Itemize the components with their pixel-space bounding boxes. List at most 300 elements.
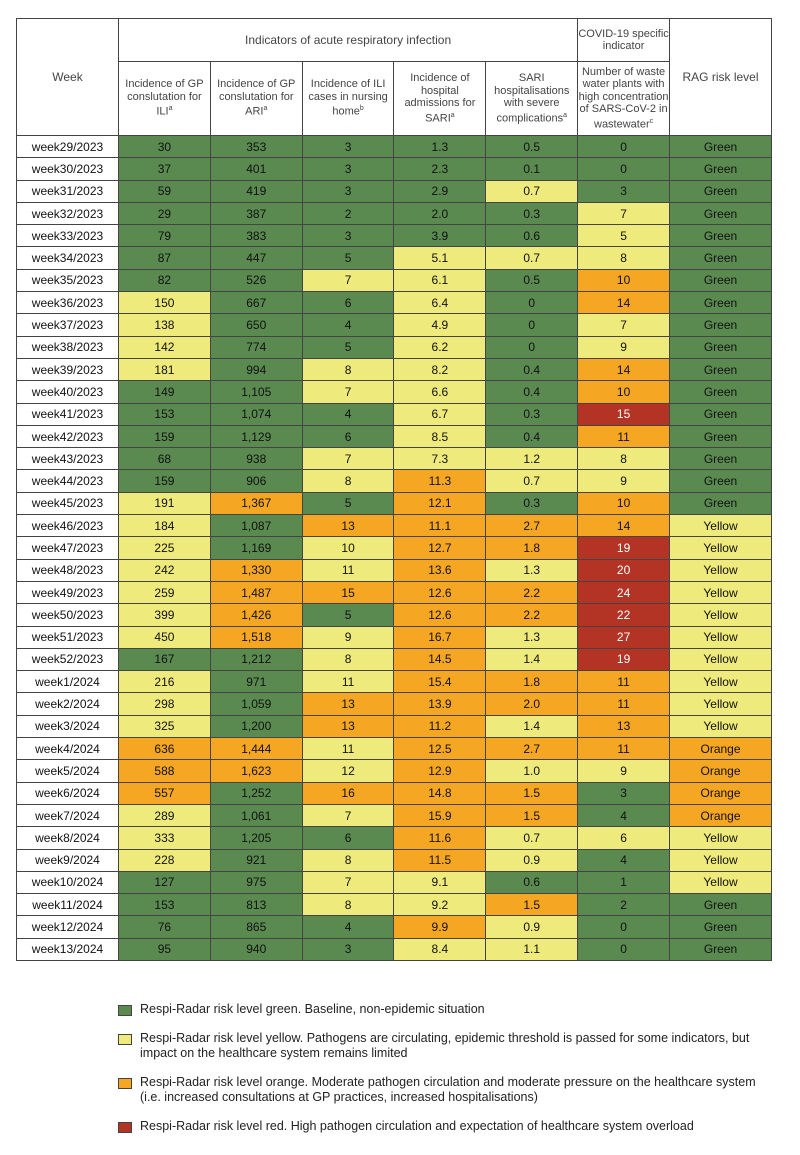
indicator-value-cell: 14 [578, 515, 670, 537]
rag-level-cell: Green [670, 381, 772, 403]
indicator-value-cell: 0 [578, 916, 670, 938]
rag-level-cell: Green [670, 136, 772, 158]
table-row [17, 715, 772, 737]
table-row [17, 202, 772, 224]
indicator-value-cell: 11 [302, 671, 394, 693]
indicator-header-1 [119, 62, 211, 136]
indicator-header-label: Number of waste water plants with high concentration of SARS-CoV-2 in wastewater [578, 65, 669, 131]
indicator-value-cell: 127 [119, 871, 211, 893]
indicator-value-cell: 0.3 [486, 492, 578, 514]
indicator-header-label: Incidence of hospital admissions for SARI [404, 72, 476, 125]
table-row [17, 247, 772, 269]
indicator-value-cell: 2.0 [486, 693, 578, 715]
table-row [17, 804, 772, 826]
indicator-value-cell: 7 [302, 269, 394, 291]
rag-level-cell: Yellow [670, 537, 772, 559]
table-row [17, 292, 772, 314]
indicator-value-cell: 1.2 [486, 448, 578, 470]
indicator-header-3 [302, 62, 394, 136]
indicator-value-cell: 20 [578, 559, 670, 581]
indicator-value-cell: 1,623 [210, 760, 302, 782]
week-cell: week39/2023 [17, 358, 119, 380]
indicator-header-label: Incidence of GP conslutation for ARI [217, 78, 296, 119]
indicator-value-cell: 29 [119, 202, 211, 224]
legend-item [118, 1002, 758, 1017]
week-cell: week3/2024 [17, 715, 119, 737]
footnote-marker: a [563, 111, 567, 119]
indicator-value-cell: 228 [119, 849, 211, 871]
indicator-header-6 [578, 62, 670, 136]
rag-level-cell: Green [670, 425, 772, 447]
indicator-value-cell: 9.9 [394, 916, 486, 938]
indicator-value-cell: 921 [210, 849, 302, 871]
indicator-value-cell: 5 [302, 336, 394, 358]
table-row [17, 604, 772, 626]
table-row [17, 849, 772, 871]
indicator-value-cell: 636 [119, 738, 211, 760]
indicator-value-cell: 14.8 [394, 782, 486, 804]
week-cell: week37/2023 [17, 314, 119, 336]
indicator-value-cell: 333 [119, 827, 211, 849]
table-row [17, 894, 772, 916]
indicator-value-cell: 13 [302, 715, 394, 737]
legend-item [118, 1031, 758, 1061]
table-row [17, 827, 772, 849]
indicator-value-cell: 7 [302, 804, 394, 826]
indicator-value-cell: 11 [578, 671, 670, 693]
indicator-value-cell: 14 [578, 358, 670, 380]
week-cell: week42/2023 [17, 425, 119, 447]
week-cell: week1/2024 [17, 671, 119, 693]
indicator-value-cell: 1,087 [210, 515, 302, 537]
table-row [17, 938, 772, 960]
indicator-value-cell: 1,426 [210, 604, 302, 626]
week-cell: week50/2023 [17, 604, 119, 626]
indicator-value-cell: 1.4 [486, 715, 578, 737]
footnote-marker: b [359, 105, 364, 113]
rag-level-cell: Green [670, 492, 772, 514]
indicator-value-cell: 8 [302, 358, 394, 380]
table-row [17, 425, 772, 447]
indicator-header-label: Incidence of GP conslutation for ILI [125, 78, 204, 119]
indicator-value-cell: 1,169 [210, 537, 302, 559]
week-cell: week46/2023 [17, 515, 119, 537]
week-cell: week33/2023 [17, 225, 119, 247]
indicator-value-cell: 4 [578, 849, 670, 871]
indicator-value-cell: 0.7 [486, 827, 578, 849]
indicator-value-cell: 10 [578, 492, 670, 514]
indicator-subheader-row [17, 62, 772, 136]
indicator-value-cell: 19 [578, 537, 670, 559]
indicator-value-cell: 11.1 [394, 515, 486, 537]
indicator-value-cell: 450 [119, 626, 211, 648]
rag-level-cell: Green [670, 916, 772, 938]
indicator-value-cell: 9 [578, 470, 670, 492]
indicator-value-cell: 0.5 [486, 136, 578, 158]
indicator-value-cell: 0.7 [486, 247, 578, 269]
indicator-value-cell: 0.9 [486, 916, 578, 938]
indicator-header-4 [394, 62, 486, 136]
week-cell: week38/2023 [17, 336, 119, 358]
indicator-value-cell: 11 [302, 559, 394, 581]
indicator-value-cell: 4 [302, 916, 394, 938]
indicator-value-cell: 975 [210, 871, 302, 893]
table-row [17, 492, 772, 514]
indicator-value-cell: 167 [119, 648, 211, 670]
indicator-value-cell: 8 [302, 470, 394, 492]
indicator-value-cell: 87 [119, 247, 211, 269]
indicator-value-cell: 10 [578, 269, 670, 291]
indicator-value-cell: 5 [578, 225, 670, 247]
rag-level-cell: Yellow [670, 871, 772, 893]
legend-text: Respi-Radar risk level yellow. Pathogens are circulating, epidemic threshold is passed for some indicators, but impact on the healthcare system remains limited [140, 1031, 750, 1060]
table-row [17, 671, 772, 693]
indicator-header-label: Incidence of ILI cases in nursing home [308, 78, 388, 119]
indicator-value-cell: 138 [119, 314, 211, 336]
table-row [17, 269, 772, 291]
indicator-value-cell: 0 [486, 292, 578, 314]
indicator-value-cell: 4 [302, 403, 394, 425]
table-row [17, 782, 772, 804]
rag-level-cell: Yellow [670, 648, 772, 670]
indicator-value-cell: 8 [578, 247, 670, 269]
indicator-value-cell: 1.8 [486, 537, 578, 559]
table-row [17, 136, 772, 158]
indicator-value-cell: 7.3 [394, 448, 486, 470]
week-cell: week8/2024 [17, 827, 119, 849]
risk-level-legend [118, 1002, 758, 1148]
indicator-header-2 [210, 62, 302, 136]
rag-level-cell: Yellow [670, 559, 772, 581]
indicator-value-cell: 8 [302, 849, 394, 871]
indicator-table-container [16, 18, 772, 961]
legend-swatch [118, 1005, 132, 1016]
indicator-value-cell: 774 [210, 336, 302, 358]
indicator-value-cell: 14.5 [394, 648, 486, 670]
indicator-value-cell: 3 [578, 782, 670, 804]
indicator-value-cell: 68 [119, 448, 211, 470]
indicator-value-cell: 24 [578, 581, 670, 603]
covid-group-header: COVID-19 specific indicator [578, 19, 670, 62]
indicator-value-cell: 11.6 [394, 827, 486, 849]
week-cell: week32/2023 [17, 202, 119, 224]
indicator-value-cell: 12.6 [394, 581, 486, 603]
table-row [17, 336, 772, 358]
indicator-value-cell: 0 [578, 938, 670, 960]
indicator-value-cell: 2.0 [394, 202, 486, 224]
indicator-value-cell: 9.2 [394, 894, 486, 916]
indicator-value-cell: 3.9 [394, 225, 486, 247]
legend-item [118, 1119, 758, 1134]
table-row [17, 358, 772, 380]
rag-level-cell: Green [670, 448, 772, 470]
week-cell: week44/2023 [17, 470, 119, 492]
week-cell: week4/2024 [17, 738, 119, 760]
week-cell: week9/2024 [17, 849, 119, 871]
indicator-value-cell: 6 [302, 292, 394, 314]
indicator-value-cell: 9.1 [394, 871, 486, 893]
indicator-value-cell: 12.6 [394, 604, 486, 626]
indicator-value-cell: 27 [578, 626, 670, 648]
indicator-value-cell: 0 [486, 336, 578, 358]
indicator-value-cell: 0.7 [486, 470, 578, 492]
indicator-value-cell: 2.3 [394, 158, 486, 180]
indicator-value-cell: 7 [302, 381, 394, 403]
indicator-value-cell: 9 [578, 760, 670, 782]
indicator-value-cell: 22 [578, 604, 670, 626]
indicator-value-cell: 1.3 [394, 136, 486, 158]
indicator-value-cell: 149 [119, 381, 211, 403]
indicator-value-cell: 8.2 [394, 358, 486, 380]
week-column-header: Week [17, 19, 119, 136]
indicator-value-cell: 6.4 [394, 292, 486, 314]
indicator-value-cell: 6.1 [394, 269, 486, 291]
indicator-value-cell: 4.9 [394, 314, 486, 336]
indicator-value-cell: 3 [302, 938, 394, 960]
indicator-value-cell: 82 [119, 269, 211, 291]
indicator-value-cell: 1.3 [486, 626, 578, 648]
table-row [17, 225, 772, 247]
indicator-value-cell: 16 [302, 782, 394, 804]
indicator-value-cell: 0.1 [486, 158, 578, 180]
indicator-value-cell: 6 [302, 425, 394, 447]
rag-level-cell: Green [670, 938, 772, 960]
indicator-value-cell: 11 [302, 738, 394, 760]
week-cell: week2/2024 [17, 693, 119, 715]
week-cell: week45/2023 [17, 492, 119, 514]
indicator-value-cell: 0.3 [486, 403, 578, 425]
indicator-value-cell: 399 [119, 604, 211, 626]
indicator-value-cell: 37 [119, 158, 211, 180]
rag-level-cell: Green [670, 269, 772, 291]
indicator-value-cell: 526 [210, 269, 302, 291]
week-cell: week6/2024 [17, 782, 119, 804]
table-row [17, 693, 772, 715]
table-row [17, 448, 772, 470]
indicator-value-cell: 10 [578, 381, 670, 403]
indicator-value-cell: 12.1 [394, 492, 486, 514]
indicator-header-label: SARI hospitalisations with severe complications [494, 72, 570, 125]
indicator-value-cell: 216 [119, 671, 211, 693]
week-cell: week7/2024 [17, 804, 119, 826]
indicator-value-cell: 13 [302, 693, 394, 715]
indicator-value-cell: 667 [210, 292, 302, 314]
week-cell: week10/2024 [17, 871, 119, 893]
legend-text: Respi-Radar risk level orange. Moderate pathogen circulation and moderate pressure on the healthcare system (i.e. increased consultations at GP practices, increased hospitalisations) [140, 1075, 756, 1104]
ari-group-header: Indicators of acute respiratory infection [119, 19, 578, 62]
indicator-value-cell: 1,212 [210, 648, 302, 670]
footnote-marker: a [450, 111, 455, 119]
indicator-value-cell: 813 [210, 894, 302, 916]
indicator-value-cell: 1,129 [210, 425, 302, 447]
indicator-value-cell: 650 [210, 314, 302, 336]
indicator-value-cell: 1,200 [210, 715, 302, 737]
week-cell: week41/2023 [17, 403, 119, 425]
indicator-value-cell: 153 [119, 894, 211, 916]
rag-level-cell: Green [670, 292, 772, 314]
indicator-value-cell: 30 [119, 136, 211, 158]
indicator-value-cell: 0.3 [486, 202, 578, 224]
indicator-value-cell: 0.6 [486, 871, 578, 893]
indicator-table [16, 18, 772, 961]
legend-swatch [118, 1078, 132, 1089]
indicator-value-cell: 15.4 [394, 671, 486, 693]
table-row [17, 760, 772, 782]
rag-level-cell: Orange [670, 738, 772, 760]
indicator-value-cell: 2 [578, 894, 670, 916]
week-cell: week11/2024 [17, 894, 119, 916]
week-cell: week43/2023 [17, 448, 119, 470]
week-cell: week48/2023 [17, 559, 119, 581]
indicator-value-cell: 1.1 [486, 938, 578, 960]
table-row [17, 581, 772, 603]
indicator-value-cell: 325 [119, 715, 211, 737]
indicator-value-cell: 447 [210, 247, 302, 269]
indicator-value-cell: 6.6 [394, 381, 486, 403]
indicator-value-cell: 5 [302, 247, 394, 269]
week-cell: week52/2023 [17, 648, 119, 670]
rag-level-cell: Green [670, 225, 772, 247]
indicator-value-cell: 59 [119, 180, 211, 202]
week-cell: week13/2024 [17, 938, 119, 960]
indicator-value-cell: 1,252 [210, 782, 302, 804]
indicator-value-cell: 1 [578, 871, 670, 893]
indicator-value-cell: 0.4 [486, 425, 578, 447]
indicator-value-cell: 865 [210, 916, 302, 938]
indicator-value-cell: 419 [210, 180, 302, 202]
indicator-value-cell: 401 [210, 158, 302, 180]
rag-level-cell: Green [670, 247, 772, 269]
week-cell: week12/2024 [17, 916, 119, 938]
indicator-value-cell: 3 [302, 180, 394, 202]
table-row [17, 537, 772, 559]
indicator-value-cell: 142 [119, 336, 211, 358]
table-row [17, 515, 772, 537]
table-row [17, 648, 772, 670]
indicator-value-cell: 7 [578, 314, 670, 336]
rag-level-cell: Yellow [670, 604, 772, 626]
indicator-value-cell: 159 [119, 470, 211, 492]
week-cell: week35/2023 [17, 269, 119, 291]
indicator-value-cell: 0.4 [486, 381, 578, 403]
rag-level-cell: Orange [670, 760, 772, 782]
indicator-value-cell: 940 [210, 938, 302, 960]
week-cell: week34/2023 [17, 247, 119, 269]
indicator-value-cell: 191 [119, 492, 211, 514]
indicator-value-cell: 2 [302, 202, 394, 224]
legend-text: Respi-Radar risk level green. Baseline, non-epidemic situation [140, 1002, 485, 1016]
indicator-value-cell: 1.5 [486, 804, 578, 826]
table-row [17, 626, 772, 648]
indicator-value-cell: 9 [578, 336, 670, 358]
indicator-value-cell: 259 [119, 581, 211, 603]
rag-level-cell: Yellow [670, 626, 772, 648]
indicator-value-cell: 1,061 [210, 804, 302, 826]
indicator-value-cell: 242 [119, 559, 211, 581]
week-cell: week47/2023 [17, 537, 119, 559]
indicator-value-cell: 0 [486, 314, 578, 336]
indicator-value-cell: 1.8 [486, 671, 578, 693]
indicator-value-cell: 2.7 [486, 515, 578, 537]
week-cell: week49/2023 [17, 581, 119, 603]
indicator-value-cell: 938 [210, 448, 302, 470]
rag-column-header: RAG risk level [670, 19, 772, 136]
rag-level-cell: Green [670, 403, 772, 425]
week-cell: week29/2023 [17, 136, 119, 158]
rag-level-cell: Yellow [670, 715, 772, 737]
indicator-value-cell: 3 [578, 180, 670, 202]
indicator-value-cell: 4 [302, 314, 394, 336]
indicator-value-cell: 159 [119, 425, 211, 447]
rag-level-cell: Green [670, 358, 772, 380]
week-cell: week36/2023 [17, 292, 119, 314]
indicator-value-cell: 8 [302, 894, 394, 916]
indicator-value-cell: 79 [119, 225, 211, 247]
indicator-value-cell: 11.2 [394, 715, 486, 737]
table-row [17, 158, 772, 180]
table-row [17, 180, 772, 202]
rag-level-cell: Yellow [670, 515, 772, 537]
indicator-value-cell: 3 [302, 136, 394, 158]
indicator-header-5 [486, 62, 578, 136]
indicator-value-cell: 1,367 [210, 492, 302, 514]
indicator-value-cell: 588 [119, 760, 211, 782]
table-row [17, 738, 772, 760]
week-cell: week5/2024 [17, 760, 119, 782]
indicator-value-cell: 1,487 [210, 581, 302, 603]
indicator-value-cell: 6 [578, 827, 670, 849]
rag-level-cell: Green [670, 314, 772, 336]
indicator-value-cell: 1.3 [486, 559, 578, 581]
indicator-value-cell: 1,205 [210, 827, 302, 849]
indicator-value-cell: 1.4 [486, 648, 578, 670]
indicator-value-cell: 0.9 [486, 849, 578, 871]
legend-item [118, 1075, 758, 1105]
indicator-value-cell: 13.9 [394, 693, 486, 715]
indicator-value-cell: 0 [578, 158, 670, 180]
indicator-value-cell: 12.5 [394, 738, 486, 760]
indicator-value-cell: 19 [578, 648, 670, 670]
indicator-value-cell: 2.7 [486, 738, 578, 760]
indicator-value-cell: 7 [302, 448, 394, 470]
indicator-value-cell: 1,105 [210, 381, 302, 403]
rag-level-cell: Green [670, 158, 772, 180]
indicator-value-cell: 1,444 [210, 738, 302, 760]
indicator-value-cell: 6.7 [394, 403, 486, 425]
table-row [17, 871, 772, 893]
indicator-value-cell: 4 [578, 804, 670, 826]
rag-level-cell: Orange [670, 782, 772, 804]
indicator-value-cell: 10 [302, 537, 394, 559]
indicator-value-cell: 7 [302, 871, 394, 893]
indicator-value-cell: 9 [302, 626, 394, 648]
indicator-value-cell: 8.5 [394, 425, 486, 447]
indicator-value-cell: 3 [302, 158, 394, 180]
indicator-value-cell: 12.9 [394, 760, 486, 782]
indicator-value-cell: 2.2 [486, 581, 578, 603]
indicator-value-cell: 12.7 [394, 537, 486, 559]
week-cell: week40/2023 [17, 381, 119, 403]
indicator-value-cell: 184 [119, 515, 211, 537]
legend-text: Respi-Radar risk level red. High pathogen circulation and expectation of healthcare system overload [140, 1119, 694, 1133]
rag-level-cell: Yellow [670, 581, 772, 603]
indicator-value-cell: 289 [119, 804, 211, 826]
indicator-value-cell: 1.5 [486, 782, 578, 804]
rag-level-cell: Green [670, 336, 772, 358]
rag-level-cell: Green [670, 202, 772, 224]
indicator-value-cell: 5 [302, 604, 394, 626]
rag-level-cell: Green [670, 894, 772, 916]
